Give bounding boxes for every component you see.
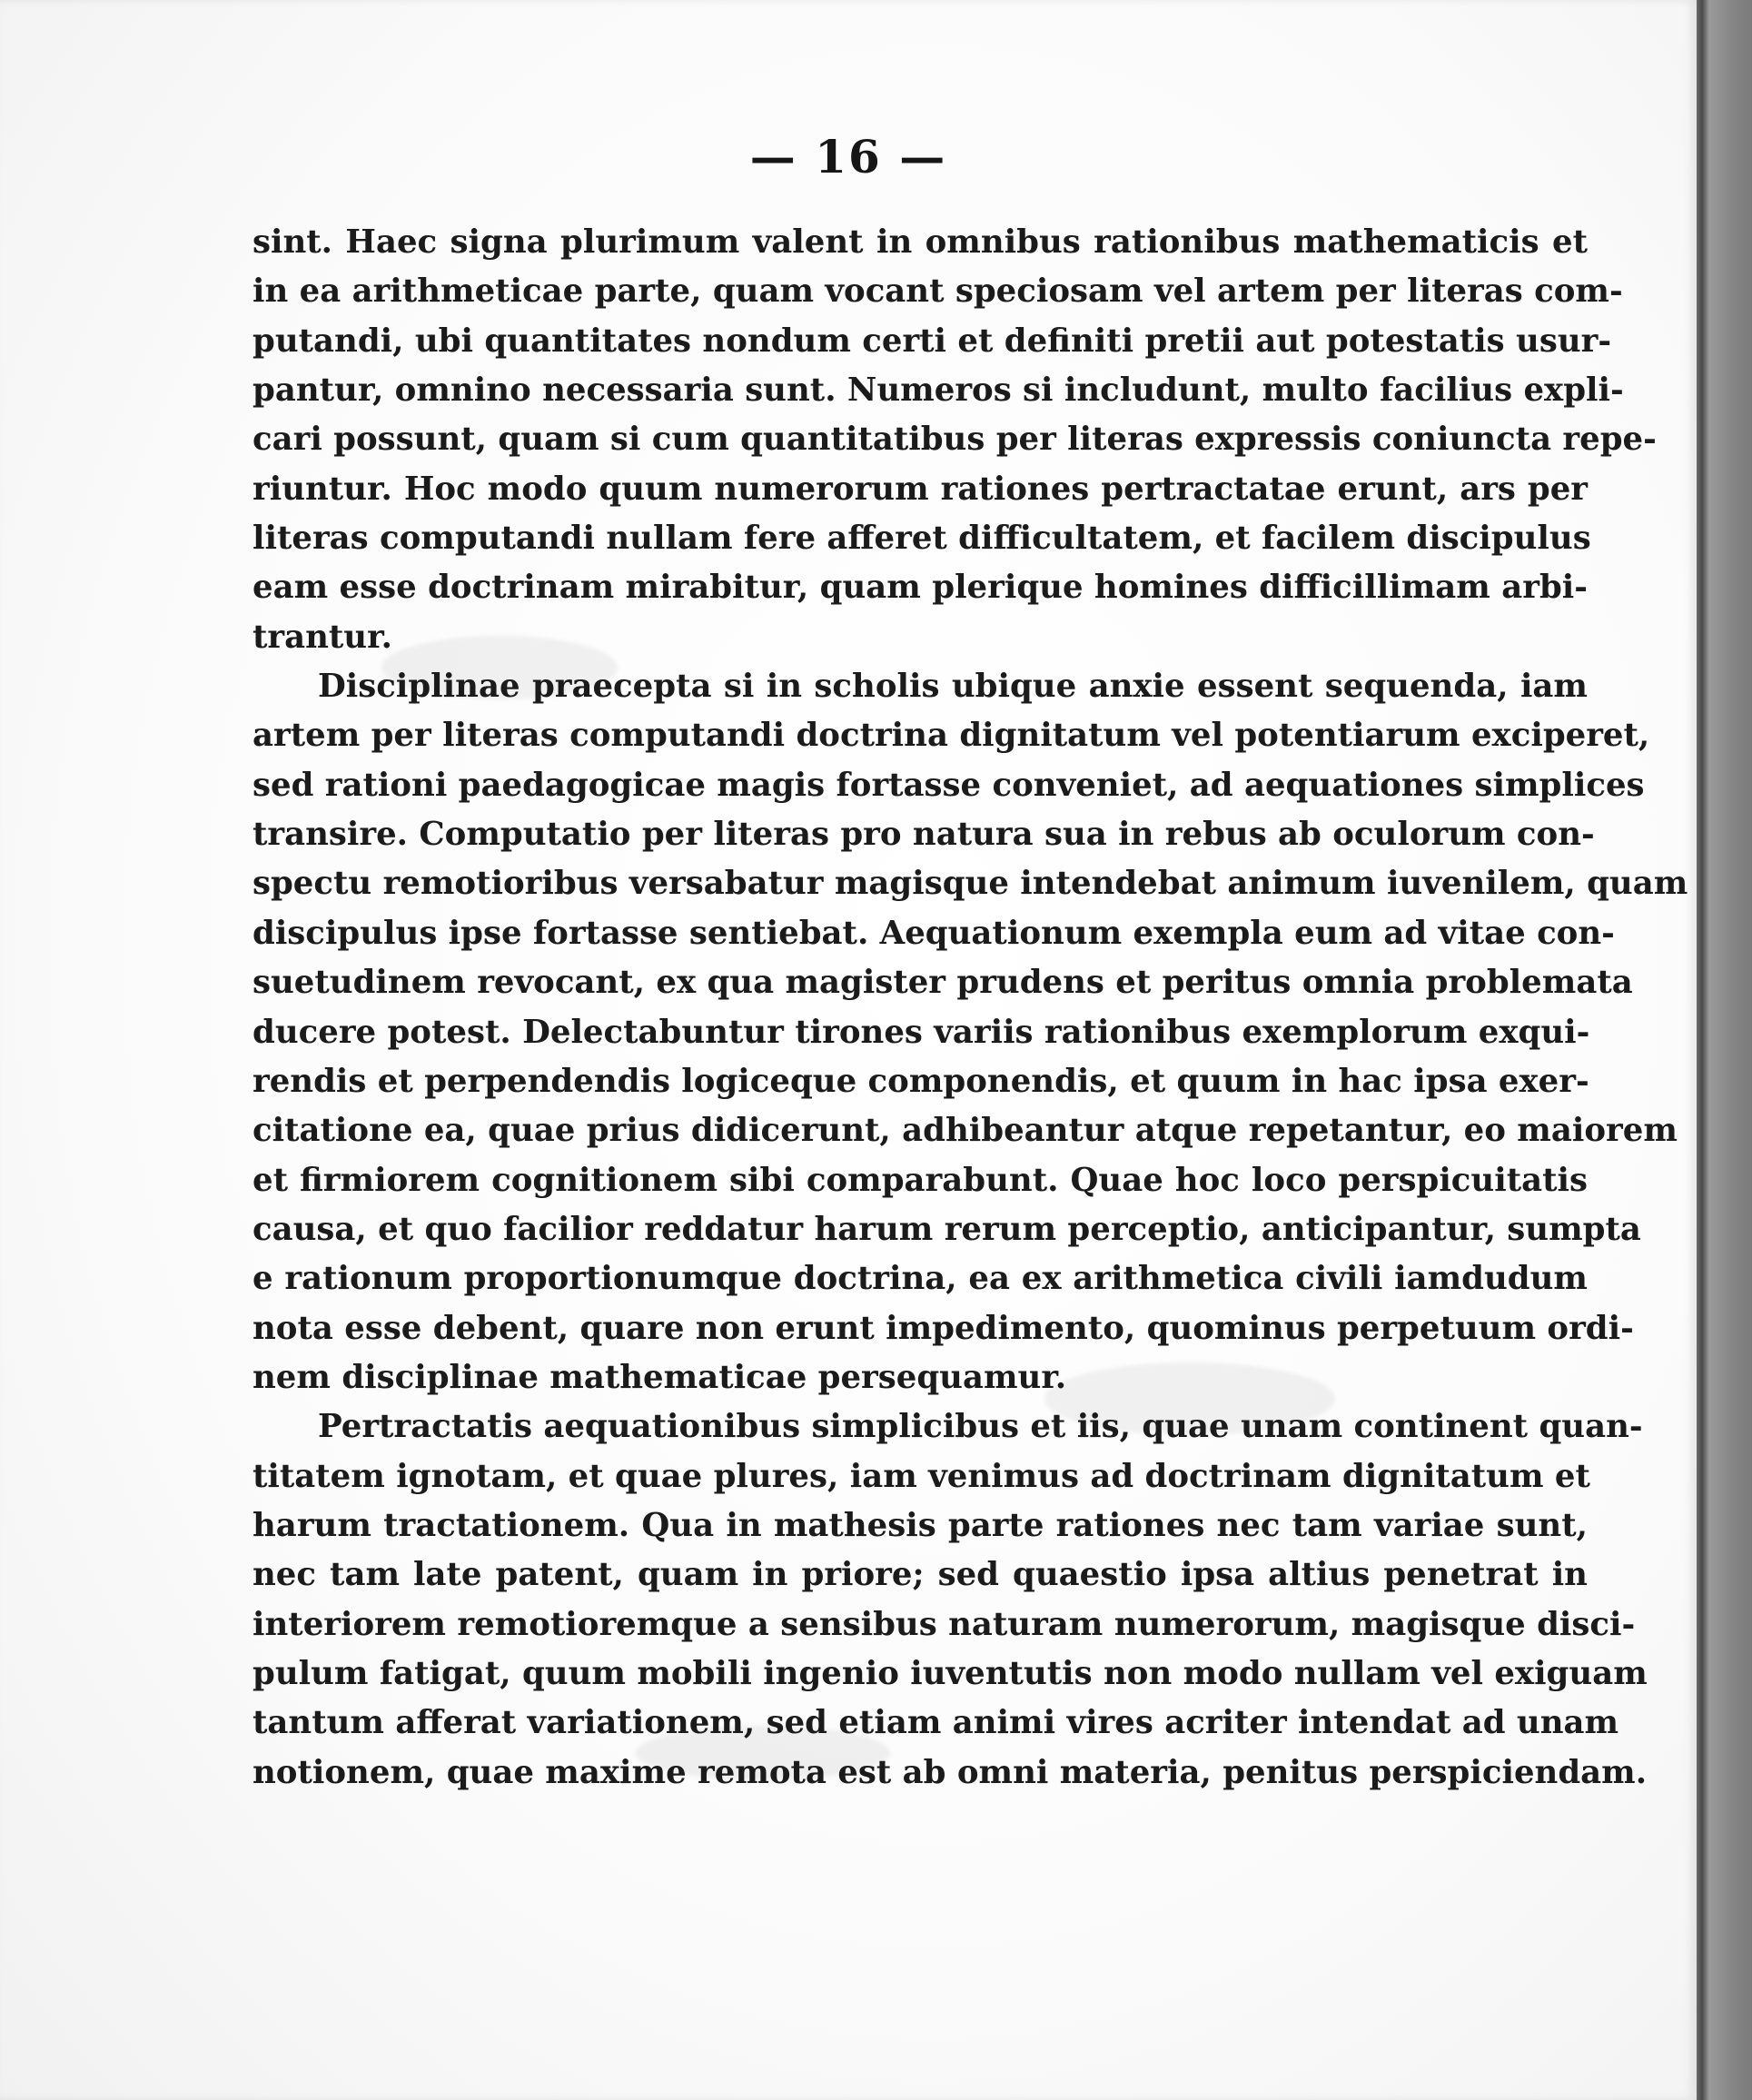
text-line: rendis et perpendendis logiceque componendis, et quum in hac ipsa exer-: [252, 1062, 1589, 1100]
paragraph: [252, 218, 1657, 662]
text-line: transire. Computatio per literas pro natura sua in rebus ab oculorum con-: [252, 816, 1595, 854]
text-line: sed rationi paedagogicae magis fortasse conveniet, ad aequationes simplices: [252, 766, 1645, 804]
text-line: e rationum proportionumque doctrina, ea ex arithmetica civili iamdudum: [252, 1260, 1588, 1298]
text-line: citatione ea, quae prius didicerunt, adhibeantur atque repetantur, eo maiorem: [252, 1112, 1678, 1150]
text-line: nec tam late patent, quam in priore; sed quaestio ipsa altius penetrat in: [252, 1556, 1588, 1594]
text-line: sint. Haec signa plurimum valent in omnibus rationibus mathematicis et: [252, 223, 1588, 261]
text-line: putandi, ubi quantitates nondum certi et definiti pretii aut potestatis usur-: [252, 322, 1612, 360]
text-line: discipulus ipse fortasse sentiebat. Aequationum exempla eum ad vitae con-: [252, 914, 1615, 952]
text-line: et firmiorem cognitionem sibi comparabunt. Quae hoc loco perspicuitatis: [252, 1161, 1588, 1199]
text-line: notionem, quae maxime remota est ab omni materia, penitus perspiciendam.: [252, 1753, 1648, 1791]
text-line: eam esse doctrinam mirabitur, quam plerique homines difficillimam arbi-: [252, 569, 1588, 607]
text-line: artem per literas computandi doctrina dignitatum vel potentiarum exciperet,: [252, 717, 1650, 755]
text-line: suetudinem revocant, ex qua magister prudens et peritus omnia problemata: [252, 964, 1633, 1002]
text-line: pantur, omnino necessaria sunt. Numeros si includunt, multo facilius expli-: [252, 371, 1624, 410]
text-line: ducere potest. Delectabuntur tirones variis rationibus exemplorum exqui-: [252, 1013, 1590, 1051]
text-line: riuntur. Hoc modo quum numerorum rationes pertractatae erunt, ars per: [252, 470, 1588, 508]
text-line: causa, et quo facilior reddatur harum rerum perceptio, anticipantur, sumpta: [252, 1210, 1641, 1248]
text-line: Pertractatis aequationibus simplicibus et iis, quae unam continent quan-: [318, 1408, 1643, 1446]
text-line: pulum fatigat, quum mobili ingenio iuventutis non modo nullam vel exiguam: [252, 1654, 1648, 1692]
text-line: nem disciplinae mathematicae persequamur.: [252, 1358, 1067, 1396]
text-line: tantum afferat variationem, sed etiam animi vires acriter intendat ad unam: [252, 1704, 1619, 1742]
paragraph: [252, 662, 1688, 1402]
page-body: [252, 218, 1688, 1798]
paragraph: [252, 1402, 1648, 1798]
text-line: trantur.: [252, 618, 392, 656]
text-line: harum tractationem. Qua in mathesis parte rationes nec tam variae sunt,: [252, 1506, 1588, 1544]
text-line: cari possunt, quam si cum quantitatibus per literas expressis coniuncta repe-: [252, 421, 1657, 459]
book-gutter: [1697, 0, 1752, 2100]
text-line: spectu remotioribus versabatur magisque intendebat animum iuvenilem, quam: [252, 865, 1688, 903]
text-line: titatem ignotam, et quae plures, iam venimus ad doctrinam dignitatum et: [252, 1457, 1590, 1495]
text-line: nota esse debent, quare non erunt impedimento, quominus perpetuum ordi-: [252, 1309, 1634, 1347]
text-line: interiorem remotioremque a sensibus naturam numerorum, magisque disci-: [252, 1605, 1636, 1643]
text-line: Disciplinae praecepta si in scholis ubique anxie essent sequenda, iam: [318, 668, 1588, 706]
text-line: literas computandi nullam fere afferet difficultatem, et facilem discipulus: [252, 520, 1591, 558]
page-number-header: — 16 —: [749, 130, 947, 183]
text-line: in ea arithmeticae parte, quam vocant speciosam vel artem per literas com-: [252, 272, 1623, 311]
